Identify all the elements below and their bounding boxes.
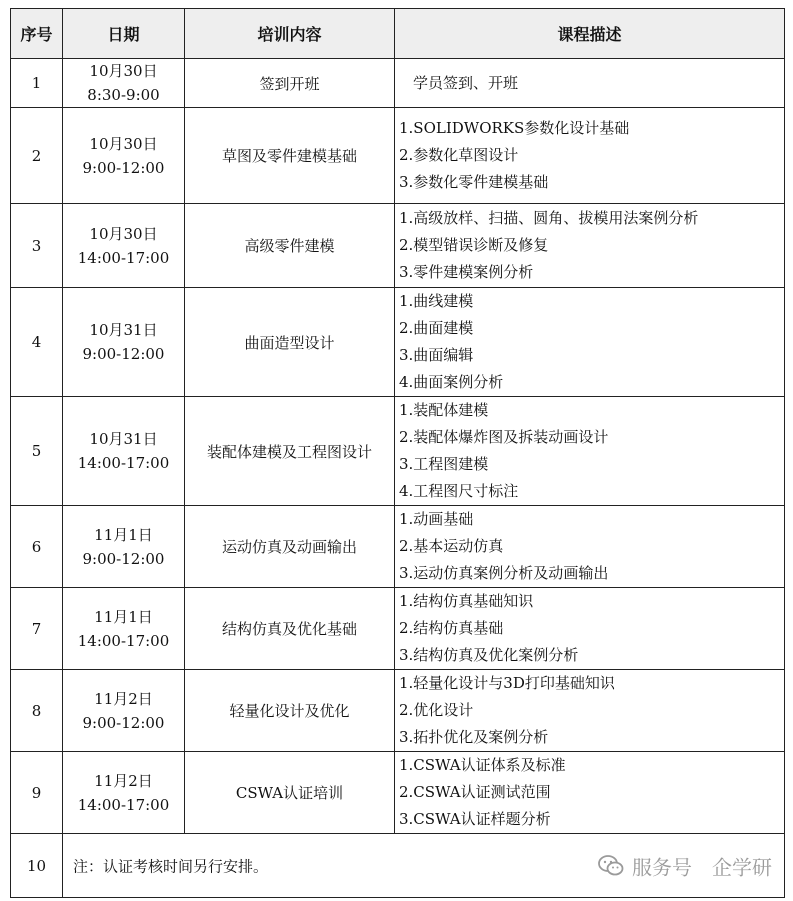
watermark-label-1: 服务号 [632, 855, 692, 879]
row-desc-line: 1.SOLIDWORKS参数化设计基础 [399, 119, 630, 137]
row-desc-line: 1.结构仿真基础知识 [399, 592, 534, 610]
row-num: 3 [11, 204, 63, 288]
training-schedule-table [10, 8, 785, 898]
row-desc-line: 1.CSWA认证体系及标准 [399, 756, 566, 774]
row-desc [395, 108, 785, 204]
row-date-time: 9:00-12:00 [82, 345, 165, 363]
note-text: 注：认证考核时间另行安排。 [73, 857, 269, 875]
row-desc-line: 1.曲线建模 [399, 292, 474, 310]
row-date-time: 9:00-12:00 [82, 158, 165, 177]
row-date-time: 8:30-9:00 [87, 86, 160, 104]
row-content: 签到开班 [185, 59, 395, 108]
header-desc: 课程描述 [395, 9, 785, 59]
row-desc-line: 4.工程图尺寸标注 [399, 482, 519, 500]
table-row [11, 397, 785, 506]
row-num: 5 [11, 397, 63, 506]
row-date [63, 752, 185, 834]
wechat-icon [598, 855, 624, 877]
table-row [11, 506, 785, 588]
row-num: 4 [11, 288, 63, 397]
row-date-day: 11月2日 [94, 771, 153, 790]
row-date [63, 397, 185, 506]
row-date-time: 9:00-12:00 [82, 713, 165, 732]
row-date-day: 10月31日 [89, 430, 158, 448]
row-desc-line: 2.CSWA认证测试范围 [399, 783, 551, 801]
row-num: 1 [11, 59, 63, 108]
row-desc-line: 2.模型错误诊断及修复 [399, 236, 549, 254]
row-date-time: 14:00-17:00 [77, 795, 170, 814]
row-desc [395, 204, 785, 288]
watermark [598, 851, 772, 880]
row-desc-line: 2.优化设计 [399, 701, 474, 719]
row-date [63, 204, 185, 288]
row-desc [395, 670, 785, 752]
watermark-label-2: 企学研 [712, 855, 772, 879]
row-desc-line: 3.零件建模案例分析 [399, 263, 534, 281]
row-desc-line: 学员签到、开班 [413, 73, 519, 92]
row-content: 轻量化设计及优化 [185, 670, 395, 752]
row-content: 高级零件建模 [185, 204, 395, 288]
row-content: CSWA认证培训 [185, 752, 395, 834]
note-num: 10 [11, 834, 63, 898]
row-date-time: 14:00-17:00 [77, 454, 170, 472]
row-desc-line: 3.CSWA认证样题分析 [399, 810, 551, 828]
row-date-day: 11月1日 [94, 525, 153, 544]
row-desc-line: 3.结构仿真及优化案例分析 [399, 646, 579, 664]
row-num: 6 [11, 506, 63, 588]
row-desc [395, 752, 785, 834]
row-num: 7 [11, 588, 63, 670]
row-date-time: 14:00-17:00 [77, 248, 170, 267]
row-date [63, 108, 185, 204]
row-desc-line: 3.曲面编辑 [399, 346, 474, 364]
row-num: 8 [11, 670, 63, 752]
row-desc-line: 4.曲面案例分析 [399, 373, 504, 391]
row-desc-line: 1.轻量化设计与3D打印基础知识 [399, 674, 615, 692]
header-row [11, 9, 785, 59]
row-desc-line: 3.参数化零件建模基础 [399, 173, 549, 191]
row-desc [395, 588, 785, 670]
row-content: 装配体建模及工程图设计 [185, 397, 395, 506]
row-content: 曲面造型设计 [185, 288, 395, 397]
table-row [11, 59, 785, 108]
row-desc-line: 2.曲面建模 [399, 319, 474, 337]
row-date [63, 506, 185, 588]
row-desc-line: 1.装配体建模 [399, 401, 489, 419]
row-date-day: 10月30日 [89, 224, 158, 243]
header-content: 培训内容 [185, 9, 395, 59]
table-row [11, 204, 785, 288]
row-date-day: 10月30日 [89, 62, 158, 80]
row-date [63, 59, 185, 108]
row-desc-line: 1.高级放样、扫描、圆角、拔模用法案例分析 [399, 209, 699, 227]
table-row [11, 108, 785, 204]
table-row [11, 588, 785, 670]
row-date-time: 14:00-17:00 [77, 631, 170, 650]
row-desc [395, 288, 785, 397]
header-num: 序号 [11, 9, 63, 59]
table-row [11, 670, 785, 752]
note-cell [63, 834, 785, 898]
row-date-day: 11月2日 [94, 689, 153, 708]
row-desc [395, 59, 785, 108]
row-desc [395, 397, 785, 506]
note-row [11, 834, 785, 898]
row-desc [395, 506, 785, 588]
row-desc-line: 2.装配体爆炸图及拆装动画设计 [399, 428, 609, 446]
row-desc-line: 3.运动仿真案例分析及动画输出 [399, 564, 609, 582]
row-content: 结构仿真及优化基础 [185, 588, 395, 670]
row-content: 运动仿真及动画输出 [185, 506, 395, 588]
row-content: 草图及零件建模基础 [185, 108, 395, 204]
row-desc-line: 3.工程图建模 [399, 455, 489, 473]
row-date-time: 9:00-12:00 [82, 549, 165, 568]
row-date [63, 670, 185, 752]
header-date: 日期 [63, 9, 185, 59]
row-date [63, 288, 185, 397]
row-date-day: 11月1日 [94, 607, 153, 626]
table-row [11, 752, 785, 834]
row-desc-line: 2.基本运动仿真 [399, 537, 504, 555]
row-desc-line: 2.参数化草图设计 [399, 146, 519, 164]
row-date-day: 10月30日 [89, 134, 158, 153]
row-desc-line: 3.拓扑优化及案例分析 [399, 728, 549, 746]
row-desc-line: 2.结构仿真基础 [399, 619, 504, 637]
table-row [11, 288, 785, 397]
row-num: 9 [11, 752, 63, 834]
row-desc-line: 1.动画基础 [399, 510, 474, 528]
row-num: 2 [11, 108, 63, 204]
row-date [63, 588, 185, 670]
row-date-day: 10月31日 [89, 321, 158, 339]
